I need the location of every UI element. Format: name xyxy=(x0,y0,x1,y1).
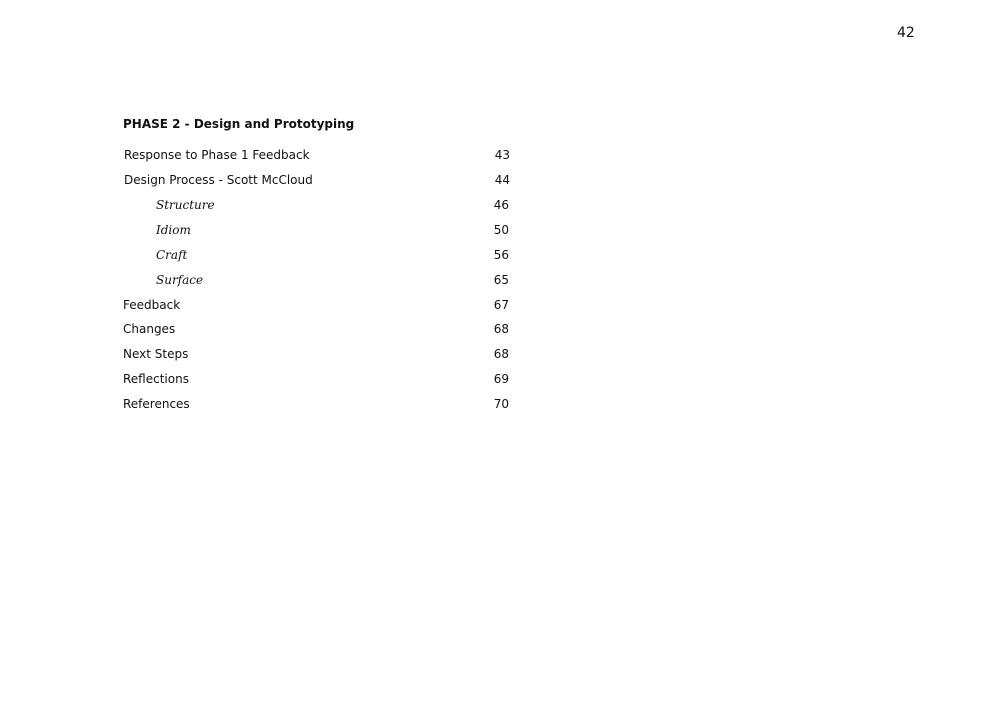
toc-entry-page-number: 67 xyxy=(493,298,509,312)
toc-entry-next-steps[interactable] xyxy=(0,345,1000,363)
toc-entry-page-number: 70 xyxy=(493,397,509,411)
toc-entry-page-number: 69 xyxy=(493,372,509,386)
toc-entry-label: Surface xyxy=(156,273,204,287)
toc-entry-label: Design Process - Scott McCloud xyxy=(124,173,313,187)
toc-entry-page-number: 50 xyxy=(493,223,509,237)
toc-entry-page-number: 68 xyxy=(493,322,509,336)
toc-entry-changes[interactable] xyxy=(0,320,1000,338)
toc-entry-design-process[interactable] xyxy=(0,171,1000,189)
toc-entry-label: References xyxy=(123,397,190,411)
page-number: 42 xyxy=(897,25,915,41)
toc-entry-label: Reflections xyxy=(123,372,189,386)
toc-entry-craft[interactable] xyxy=(0,246,1000,264)
toc-entry-label: Idiom xyxy=(156,223,191,237)
toc-entry-page-number: 46 xyxy=(493,198,509,212)
toc-entry-references[interactable] xyxy=(0,395,1000,413)
toc-entry-structure[interactable] xyxy=(0,196,1000,214)
toc-entry-feedback[interactable] xyxy=(0,296,1000,314)
toc-entry-label: Next Steps xyxy=(123,347,189,361)
toc-entry-idiom[interactable] xyxy=(0,221,1000,239)
section-title: PHASE 2 - Design and Prototyping xyxy=(123,117,355,131)
toc-entry-page-number: 56 xyxy=(493,248,509,262)
toc-entry-label: Changes xyxy=(123,322,176,336)
toc-entry-page-number: 68 xyxy=(493,347,509,361)
toc-entry-page-number: 43 xyxy=(494,148,510,162)
toc-entry-response-to-phase-1-feedback[interactable] xyxy=(0,146,1000,164)
toc-entry-label: Feedback xyxy=(123,298,181,312)
toc-entry-label: Craft xyxy=(156,248,188,262)
toc-entry-surface[interactable] xyxy=(0,271,1000,289)
toc-entry-reflections[interactable] xyxy=(0,370,1000,388)
toc-entry-label: Response to Phase 1 Feedback xyxy=(124,148,310,162)
toc-entry-page-number: 44 xyxy=(494,173,510,187)
toc-entry-label: Structure xyxy=(156,198,215,212)
toc-entry-page-number: 65 xyxy=(493,273,509,287)
